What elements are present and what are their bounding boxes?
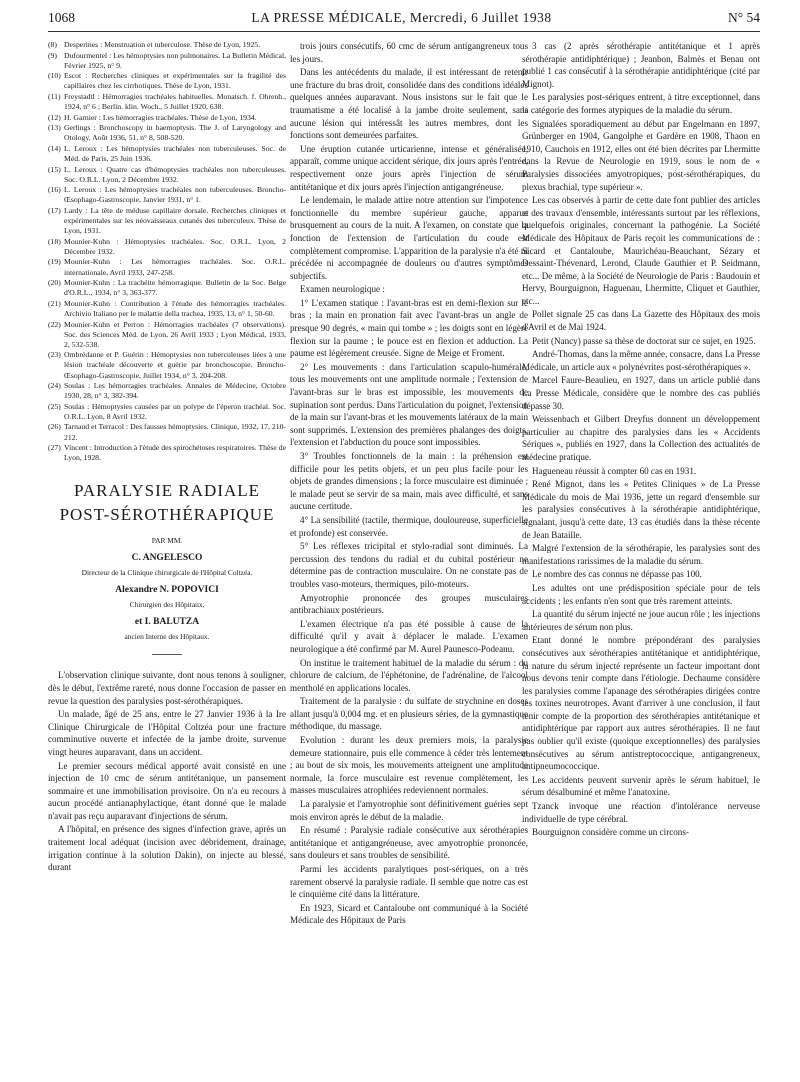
body-paragraph: Les adultes ont une prédisposition spéciale pour de tels accidents ; les enfants n'en sont que très rarement atteints.	[522, 582, 760, 606]
reference-number: (10)	[48, 71, 61, 81]
body-paragraph: Les cas observés à partir de cette date font publier des articles et des travaux d'ensemble, intéressants surtout par les réflexions, quelquefois originales, concernant la pathogénie. La Société Médicale des Hôpitaux de Paris reçoit les communications de : Sicard et Cantaloube, Maurichéau-Beauchant, Sézary et Dessaint-Thévenard, Lerond, Claude Gauthier et P. Seidmann, etc... De même, à la Société de Neurologie de Paris : Baudouin et Hervy, Bourguignon, Haguenau, Lhermitte, Cliquet et Gauthier, etc...	[522, 195, 760, 306]
reference-entry	[48, 185, 286, 205]
reference-text: Tarnaud et Terracol : Des fausses hémoptysies. Clinique, 1932, 17, 210-212.	[64, 422, 286, 442]
reference-text: H. Garnier : Les hémorragies trachéales. Thèse de Lyon, 1934.	[64, 112, 257, 122]
reference-entry	[48, 123, 286, 143]
column-left-body	[48, 669, 286, 874]
body-paragraph: Les paralysies post-sériques entrent, à titre exceptionnel, dans la catégorie des formes atypiques de la maladie du sérum.	[522, 92, 760, 115]
body-paragraph: Les accidents peuvent survenir après le sérum habituel, le sérum désalbuminé et même l'anatoxine.	[522, 774, 760, 798]
reference-entry	[48, 92, 286, 112]
reference-text: Lardy : La tête de méduse capillaire dorsale. Recherches cliniques et expérimentales sur les néovaisseaux cutanés des tuberculeux. Thèse de Lyon, 1931.	[64, 206, 286, 236]
body-paragraph: En résumé : Paralysie radiale consécutive aux sérothérapies antitétanique et antigangréneuse, avec amyotrophie prononcée, sans douleurs et sans troubles de sensibilité.	[290, 825, 528, 861]
page-number: 1068	[48, 10, 75, 25]
body-paragraph: trois jours consécutifs, 60 cmc de sérum antigangreneux tous les jours.	[290, 41, 528, 64]
reference-entry	[48, 206, 286, 236]
reference-text: Soulas : Hémoptysies causées par un polype de l'éperon trachéal. Soc. O.R.L. Lyon, 8 Avril 1932.	[64, 401, 286, 421]
reference-text: Mounier-Kuhn : Les hémorragies trachéales. Soc. O.R.L. internationale, Avril 1933, 247-258.	[64, 257, 286, 277]
reference-entry	[48, 422, 286, 442]
author-3: et I. BALUTZA	[134, 617, 200, 628]
body-paragraph: Amyotrophie prononcée des groupes musculaires antibrachiaux postérieurs.	[290, 592, 528, 616]
reference-entry	[48, 165, 286, 185]
reference-text: L. Leroux : Quatre cas d'hémoptysies trachéales non tuberculeuses. Soc. O.R.L. Lyon, 2 Décembre 1932.	[64, 164, 286, 184]
reference-entry	[48, 320, 286, 350]
reference-number: (21)	[48, 298, 61, 308]
body-paragraph: Signalées sporadiquement au début par Engelmann en 1897, Grünberger en 1904, Gangolphe et Gardère en 1908, Thaon en 1910, Cauchois en 1912, elles ont été bien décrites par Lhermitte dans la Revue de Neurologie en 1919, sous le nom de « Paralysies dissociées amyotropiques, post-sérothérapiques, du plexus brachial, type supérieur ».	[522, 118, 760, 192]
reference-text: Mounier-Kuhn : Hémoptysies trachéales. Soc. O.R.L. Lyon, 2 Décembre 1932.	[64, 236, 286, 256]
body-paragraph: Marcel Faure-Beaulieu, en 1927, dans un article publié dans La Presse Médicale, considère que le nombre des cas publiés dépasse 30.	[522, 375, 760, 411]
journal-title	[251, 10, 551, 26]
reference-number: (22)	[48, 319, 61, 329]
author-2: Alexandre N. POPOVICI	[115, 585, 219, 596]
title-line-2: POST-SÉROTHÉRAPIQUE	[59, 505, 275, 525]
reference-entry	[48, 443, 286, 463]
reference-entry	[48, 71, 286, 91]
reference-number: (17)	[48, 206, 61, 215]
reference-entry	[48, 402, 286, 422]
body-paragraph: Malgré l'extension de la sérothérapie, les paralysies sont des manifestations rarissimes de la maladie du sérum.	[522, 543, 760, 566]
reference-number: (27)	[48, 443, 61, 453]
reference-text: Dufourmentel : Les hémoptysies non pulmonaires. La Bulletin Médical, Février 1925, n° 9.	[64, 50, 286, 70]
reference-text: Vincent : Introduction à l'étude des spirochétoses respiratoires. Thèse de Lyon, 1928.	[64, 443, 286, 463]
author-2-role: Chirurgien des Hôpitaux,	[129, 600, 205, 610]
body-paragraph: Parmi les accidents paralytiques post-sériques, on a très rarement observé la paralysie radiale. Il semble que notre cas est le cinquième cité dans la littérature.	[290, 864, 528, 900]
body-paragraph: On institue le traitement habituel de la maladie du sérum : du chlorure de calcium, de l'éphétonine, de l'adrénaline, de l'alcool mentholé en applications locales.	[290, 657, 528, 693]
body-paragraph: 1° L'examen statique : l'avant-bras est en demi-flexion sur le bras ; la main en pronation fait avec l'avant-bras un angle de presque 90 degrés, « main qui tombe » ; les doigts sont en légère flexion sur la paume ; le pouce est en flexion et adduction. La paume est légèrement creusée. Signe de Meige et Froment.	[290, 297, 528, 359]
body-paragraph: Le nombre des cas connus ne dépasse pas 100.	[532, 569, 702, 580]
reference-number: (11)	[48, 91, 61, 101]
body-paragraph: Examen neurologique :	[300, 284, 385, 295]
separator-rule	[152, 654, 182, 655]
reference-text: Desperines : Menstruation et tuberculose. Thèse de Lyon, 1925.	[64, 40, 261, 49]
journal-name: LA PRESSE MÉDICALE,	[251, 10, 406, 25]
reference-list	[48, 40, 286, 463]
reference-text: Gerlings : Bronchoscopy in haemoptysis. The J. of Laryngology and Otology, Août 1936, 51, n° 8, 508-520.	[64, 123, 286, 143]
body-paragraph: La paralysie et l'amyotrophie sont définitivement guéries sept mois environ après le début de la maladie.	[290, 799, 528, 822]
body-paragraph: L'observation clinique suivante, dont nous tenons à souligner, dès le début, l'extrême rareté, nous donne l'occasion de passer en revue la question des paralysies post-sérothérapiques.	[48, 670, 286, 706]
reference-entry	[48, 144, 286, 164]
reference-number: (25)	[48, 401, 61, 411]
reference-entry	[48, 350, 286, 380]
reference-text: Mounier-Kuhn : La trachéite hémorragique. Bulletin de la Soc. Belge d'O.R.L., 1934, n° 3, 363-377.	[64, 278, 286, 298]
reference-number: (8)	[48, 40, 57, 49]
reference-text: Freystadtl : Hémorragies trachéales habituelles. Monatsch. f. Ohrenh., 1924, n° 6 ; Berlin. klin. Woch., 5 Juillet 1920, 638.	[64, 91, 286, 112]
body-paragraph: Petit (Nancy) passe sa thèse de doctorat sur ce sujet, en 1925.	[532, 335, 756, 346]
body-paragraph: Traitement de la paralysie : du sulfate de strychnine en doses allant jusqu'à 0,004 mg. et en plusieurs séries, de la gymnastique méthodique, du massage.	[290, 696, 528, 732]
body-paragraph: André-Thomas, dans la même année, consacre, dans La Presse Médicale, un article aux « polynévrites post-sérothérapiques ».	[522, 349, 760, 372]
body-paragraph: 4° La sensibilité (tactile, thermique, douloureuse, superficielle et profonde) est conservée.	[290, 514, 528, 538]
article-title	[48, 479, 286, 527]
body-paragraph: L'examen électrique n'a pas été possible à cause de la difficulté qu'il y avait à déplacer le malade. L'examen neurologique a été confirmé par M. Aurel Paunesco-Podeanu.	[290, 618, 528, 654]
body-paragraph: 3 cas (2 après sérothérapie antitétanique et 1 après sérothérapie antidiphtérique) ; Jeanbon, Balmès et Benau ont publié 1 cas consécutif à la sérothérapie antidiphtérique (cité par Mignot).	[522, 41, 760, 89]
reference-number: (9)	[48, 50, 57, 60]
reference-text: Mounier-Kuhn : Contribution à l'étude des hémorragies trachéales. Archivio Italiano per le malattie della trachea, 1935, 13, n° 1, 50-60.	[64, 298, 286, 318]
issue-date: Mercredi, 6 Juillet 1938	[409, 10, 552, 25]
reference-number: (16)	[48, 185, 61, 195]
body-paragraph: Le lendemain, le malade attire notre attention sur l'impotence fonctionnelle du membre supérieur gauche, apparue brusquement au cours de la nuit. A l'examen, on constate que la fonction de l'extension de l'articulation du coude est complètement compromise. L'apparition de la paralysie n'a été ni précédée ni accompagnée de douleurs ou d'autres symptômes subjectifs.	[290, 195, 528, 281]
reference-entry	[48, 113, 286, 123]
body-paragraph: René Mignot, dans les « Petites Cliniques » de La Presse Médicale du mois de Mai 1936, jette un regard d'ensemble sur les paralysies consécutives à la sérothérapie antidiphtérique, signalant, jusqu'à cette date, 13 cas étudiés dans la thèse récente de Jean Bataille.	[522, 479, 760, 540]
reference-entry	[48, 257, 286, 277]
page-header	[48, 10, 760, 32]
body-paragraph: Hagueneau réussit à compter 60 cas en 1931.	[532, 465, 697, 476]
body-paragraph: Evolution : durant les deux premiers mois, la paralysie demeure stationnaire, puis elle commence à céder très lentement ; au bout de six mois, les mouvements atteignent une amplitude normale, la force musculaire est revenue complètement, les masses musculaires atrophiées redeviennent normales.	[290, 735, 528, 796]
reference-text: Ombrédanne et P. Guérin : Hémoptysies non tuberculeuses liées à une lésion trachéale découverte et guérie par bronchoscopie. Broncho-Œsophago-Gastroscopie, Juillet 1934, n° 3, 204-208.	[64, 350, 286, 380]
reference-number: (18)	[48, 236, 61, 246]
reference-number: (23)	[48, 350, 61, 360]
column-middle	[290, 40, 528, 1074]
reference-entry	[48, 299, 286, 319]
reference-entry	[48, 40, 286, 50]
reference-text: Soulas : Les hémorragies trachéales. Annales de Médecine, Octobre 1930, 28, n° 3, 382-394.	[64, 381, 286, 401]
body-paragraph: Une éruption cutanée urticarienne, intense et généralisée, apparaît, comme unique accident sérique, dix jours après l'entrée, respectivement onze jours après l'injection de sérum antitétanique et dix jours après l'injection antigangréneuse.	[290, 143, 528, 192]
body-paragraph: La quantité du sérum injecté ne joue aucun rôle ; les injections antérieures de sérum non plus.	[522, 609, 760, 632]
reference-entry	[48, 381, 286, 401]
issue-number: N° 54	[727, 10, 760, 25]
body-paragraph: Dans les antécédents du malade, il est intéressant de retenir une fracture du bras droit, consolidée dans des conditions idéales quelques années auparavant. Nous insistons sur le fait que le traumatisme a été localisé à la jambe droite seulement, sans aucune lésion qui intéressât les autres membres, dont les fonctions sont demeurées parfaites.	[290, 67, 528, 141]
column-left	[48, 40, 286, 1074]
body-paragraph: Etant donné le nombre prépondérant des paralysies consécutives aux sérothérapies antitétanique et antidiphtérique, la nature du sérum injecté représente un facteur important dont nous devons tenir compte dans l'étiologie. Dechaume considère les paralysies comme l'apanage des sérothérapies dirigées contre les toxines neurotropes. Avant d'arriver à une conclusion, il faut tenir compte de la proportion des sérothérapies antitétanique et antidiphtérique par rapport aux autres sérothérapies. Il ne faut pas oublier qu'il existe (quoique exceptionnelles) des paralysies consécutives au sérum antistreptococcique, antigangreneux, antipneumococcique.	[522, 635, 760, 772]
reference-number: (13)	[48, 123, 61, 133]
title-line-1: PARALYSIE RADIALE	[73, 481, 261, 501]
reference-text: Mounier-Kuhn et Perron : Hémorragies trachéales (7 observations). Soc. des Sciences Méd. de Lyon, 26 Avril 1933 ; Lyon Médical, 1933, 2, 532-538.	[64, 319, 286, 349]
body-paragraph: 5° Les réflexes tricipital et stylo-radial sont diminués. La percussion des tendons du radial et du cubital postérieur ne détermine pas de contraction musculaire. On ne constate pas de troubles vaso-moteurs, thermiques, pilo-moteurs.	[290, 541, 528, 589]
reference-number: (15)	[48, 164, 61, 174]
reference-text: Escot : Recherches cliniques et expérimentales sur la fragilité des capillaires chez les cirrhotiques. Thèse de Lyon, 1931.	[64, 71, 286, 91]
reference-number: (20)	[48, 278, 61, 288]
reference-number: (26)	[48, 422, 61, 432]
body-paragraph: 3° Troubles fonctionnels de la main : la préhension est difficile pour les petits objets, et un peu plus facile pour les objets de grandes dimensions ; la force musculaire est diminuée ; le malade peut se servir de sa main, mais avec difficulté, et sans aucune certitude.	[290, 451, 528, 512]
body-paragraph: Un malade, âgé de 25 ans, entre le 27 Janvier 1936 à la Ire Clinique Chirurgicale de l'Hôpital Coltzéa pour une fracture comminutive ouverte et infectée de la jambe droite, survenue vingt heures auparavant, dans un accident.	[48, 709, 286, 757]
reference-entry	[48, 51, 286, 71]
body-paragraph: A l'hôpital, en présence des signes d'infection grave, après un traitement local adéquat (incision avec débridement, drainage, irrigation continue à la solution Dakin), on injecte au blessé, durant	[48, 824, 286, 873]
body-paragraph: Tzanck invoque une réaction d'intolérance nerveuse individuelle de type cérébral.	[522, 801, 760, 824]
column-right	[522, 40, 760, 1074]
author-1: C. ANGELESCO	[131, 553, 203, 564]
reference-number: (14)	[48, 143, 61, 153]
body-paragraph: Pollet signale 25 cas dans La Gazette des Hôpitaux des mois d'Avril et de Mai 1924.	[522, 309, 760, 333]
reference-number: (19)	[48, 257, 61, 267]
reference-number: (24)	[48, 381, 61, 391]
body-paragraph: Le premier secours médical apporté avait consisté en une injection de 10 cmc de sérum antitétanique, un pansement sommaire et une immobilisation provisoire. On n'a eu recours à aucun procédé antianaphylactique, étant donné que le malade n'avait pas reçu auparavant d'injections de sérum.	[48, 760, 286, 821]
body-paragraph: 2° Les mouvements : dans l'articulation scapulo-humérale, tous les mouvements ont une amplitude normale ; l'extension de l'avant-bras sur le bras est impossible, les mouvements de supination sont perdus. Dans l'articulation du poignet, l'extension de la main sur l'avant-bras et les mouvements latéraux de la main sont supprimés. L'extension des premières phalanges des doigts, l'extension et l'abduction du pouce sont impossibles.	[290, 361, 528, 448]
author-3-role: ancien Interne des Hôpitaux.	[124, 632, 210, 642]
reference-entry	[48, 278, 286, 298]
reference-text: L. Leroux : Les hémoptysies trachéales non tuberculeuses. Soc. de Méd. de Paris, 25 Juin 1936.	[64, 143, 286, 164]
author-1-role: Directeur de la Clinique chirurgicale de l'Hôpital Coltzéa.	[81, 568, 253, 578]
reference-text: L. Leroux : Les hémoptysies trachéales non tuberculeuses. Broncho-Œsophago-Gastroscopie, Janvier 1931, n° 1.	[64, 185, 286, 205]
byline-par: PAR MM.	[151, 536, 183, 546]
body-paragraph: Bourguignon considère comme un circons-	[532, 827, 689, 838]
reference-entry	[48, 237, 286, 257]
reference-number: (12)	[48, 112, 61, 122]
body-paragraph: En 1923, Sicard et Cantaloube ont communiqué à la Société Médicale des Hôpitaux de Paris	[290, 902, 528, 926]
body-paragraph: Weissenbach et Gilbert Dreyfus donnent un développement particulier au chapitre des paralysies dans les « Accidents Sériques », publiés en 1927, dans la Collection des actualités de médecine pratique.	[522, 414, 760, 462]
